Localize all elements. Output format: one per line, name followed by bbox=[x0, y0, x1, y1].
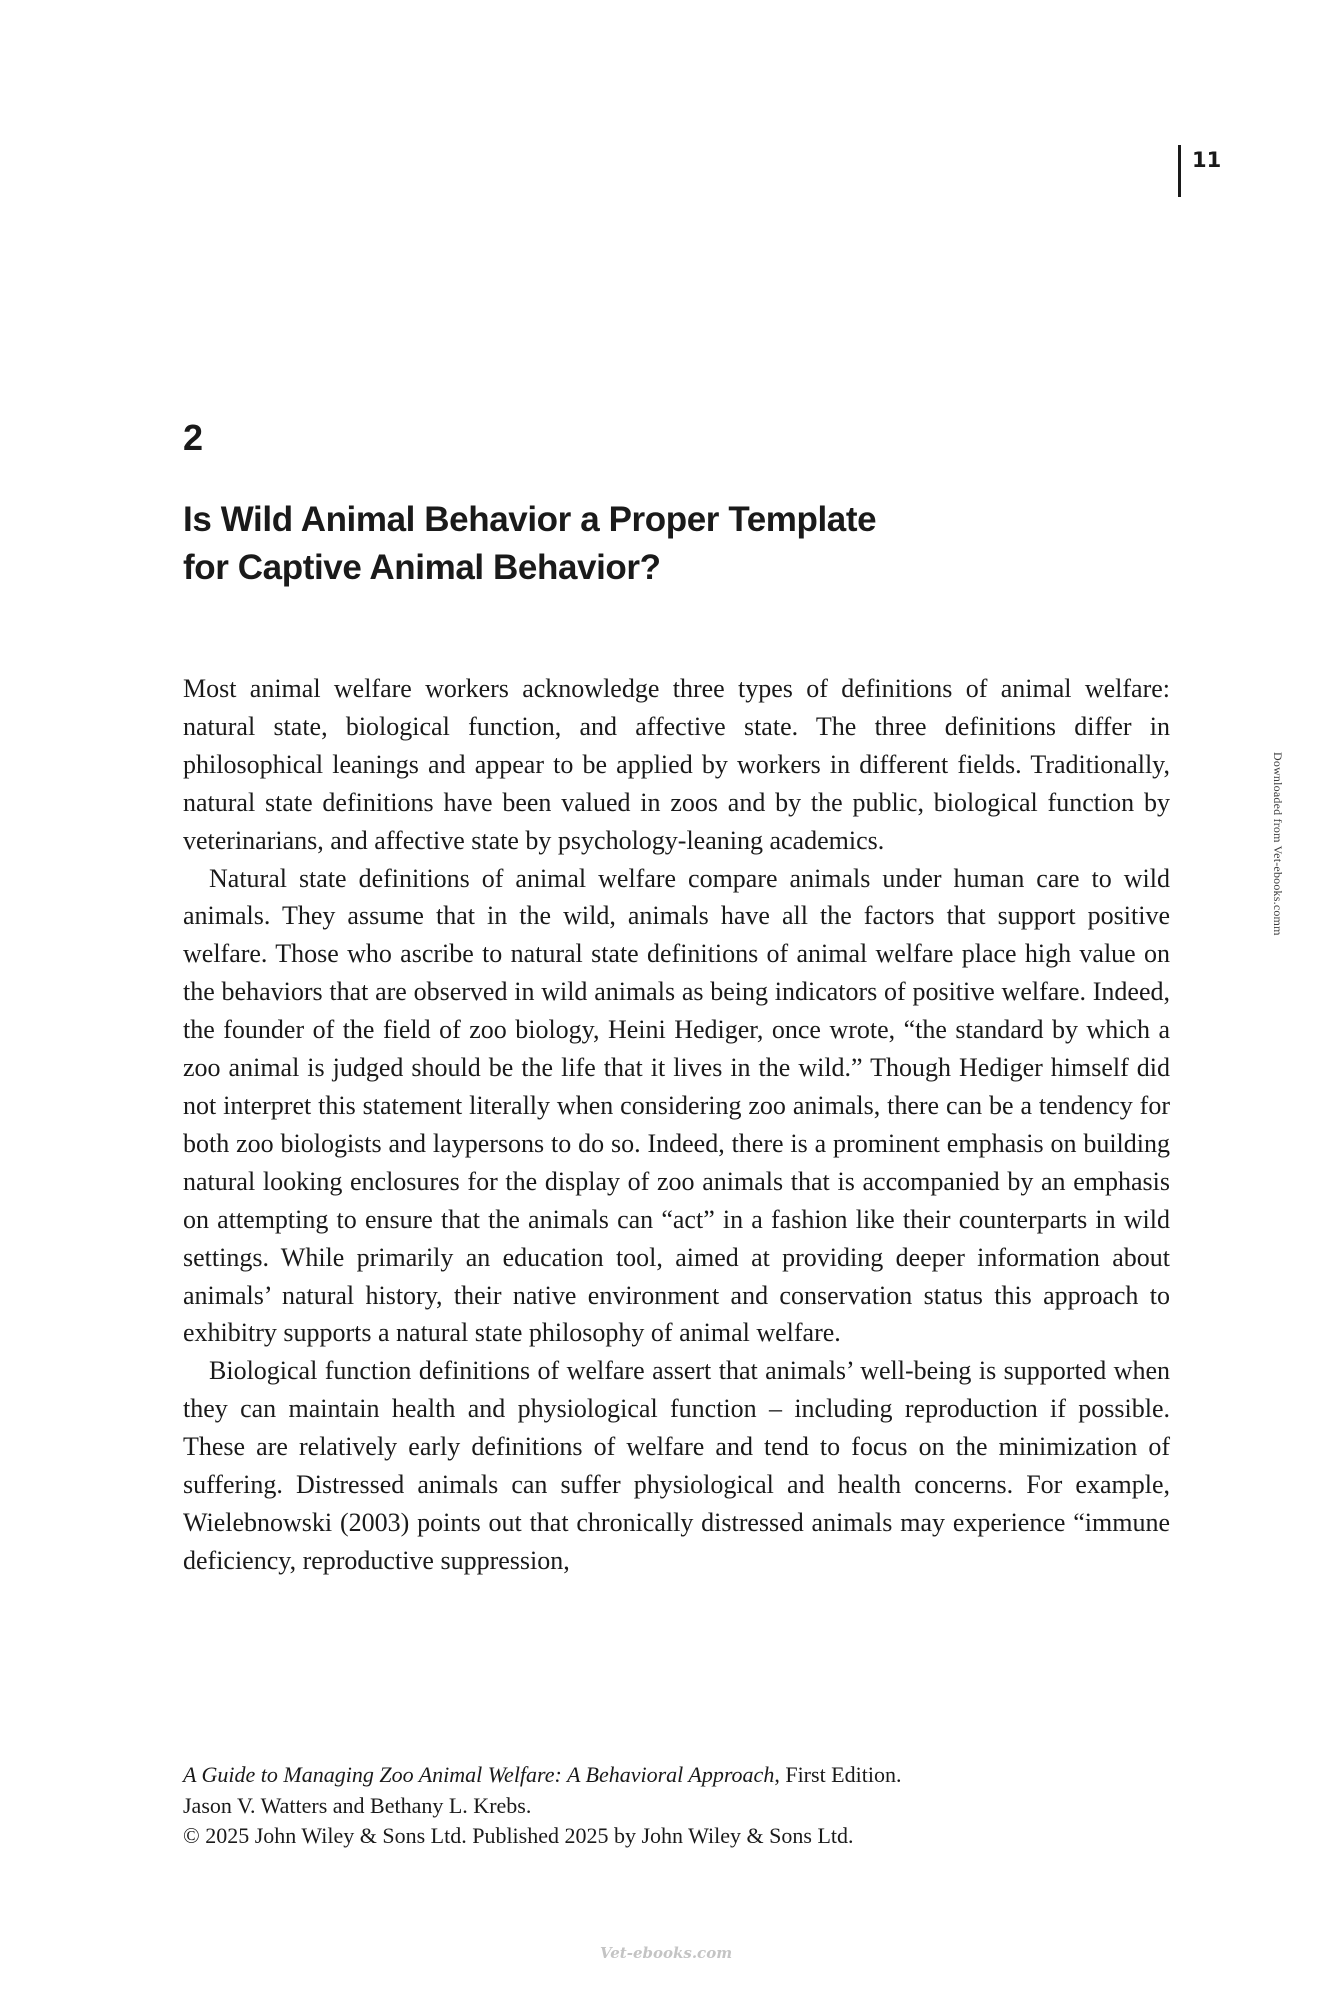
body-text bbox=[183, 670, 1170, 1580]
paragraph-2: Natural state definitions of animal welfare compare animals under human care to wild animals. They assume that in the wild, animals have all the factors that support positive welfare. Those who ascribe to natural state definitions of animal welfare place high value on the behaviors that are observed in wild animals as being indicators of positive welfare. Indeed, the founder of the field of zoo biology, Heini Hediger, once wrote, “the standard by which a zoo animal is judged should be the life that it lives in the wild.” Though Hediger himself did not interpret this statement literally when considering zoo animals, there can be a tendency for both zoo biologists and laypersons to do so. Indeed, there is a prominent emphasis on building natural looking enclosures for the display of zoo animals that is accompanied by an emphasis on attempting to ensure that the animals can “act” in a fashion like their counterparts in wild settings. While primarily an education tool, aimed at providing deeper information about animals’ natural history, their native environment and conservation status this approach to exhibitry supports a natural state philosophy of animal welfare. bbox=[183, 863, 1170, 1348]
footer-copyright: © 2025 John Wiley & Sons Ltd. Published 2025 by John Wiley & Sons Ltd. bbox=[183, 1823, 854, 1848]
footer-book-title: A Guide to Managing Zoo Animal Welfare: A Behavioral Approach bbox=[183, 1762, 775, 1787]
footer-authors: Jason V. Watters and Bethany L. Krebs. bbox=[183, 1792, 532, 1818]
page-number: 11 bbox=[1192, 148, 1222, 172]
footer-edition: , First Edition. bbox=[774, 1762, 902, 1787]
paragraph-1: Most animal welfare workers acknowledge three types of definitions of animal welfare: natural state, biological function, and affective state. The three definitions differ in philosophical leanings and appear to be applied by workers in different fields. Traditionally, natural state definitions have been valued in zoos and by the public, biological function by veterinarians, and affective state by psychology-leaning academics. bbox=[183, 674, 1170, 855]
chapter-title bbox=[183, 496, 1083, 592]
chapter-title-line-1: Is Wild Animal Behavior a Proper Template bbox=[183, 500, 877, 539]
chapter-number: 2 bbox=[183, 417, 204, 458]
page-number-rule bbox=[1178, 145, 1181, 197]
copyright-footer bbox=[183, 1760, 1183, 1852]
footer-book-line bbox=[183, 1760, 1183, 1791]
chapter-title-line-2: for Captive Animal Behavior? bbox=[183, 548, 661, 587]
download-source-note: Downloaded from Vet-ebooks.comm bbox=[1271, 752, 1285, 936]
watermark-logo: Vet-ebooks.com bbox=[600, 1944, 733, 1962]
paragraph-3: Biological function definitions of welfare assert that animals’ well-being is supported when they can maintain health and physiological function – including reproduction if possible. These are relatively early definitions of welfare and tend to focus on the minimization of suffering. Distressed animals can suffer physiological and health concerns. For example, Wielebnowski (2003) points out that chronically distressed animals may experience “immune deficiency, reproductive suppression, bbox=[183, 1356, 1170, 1575]
